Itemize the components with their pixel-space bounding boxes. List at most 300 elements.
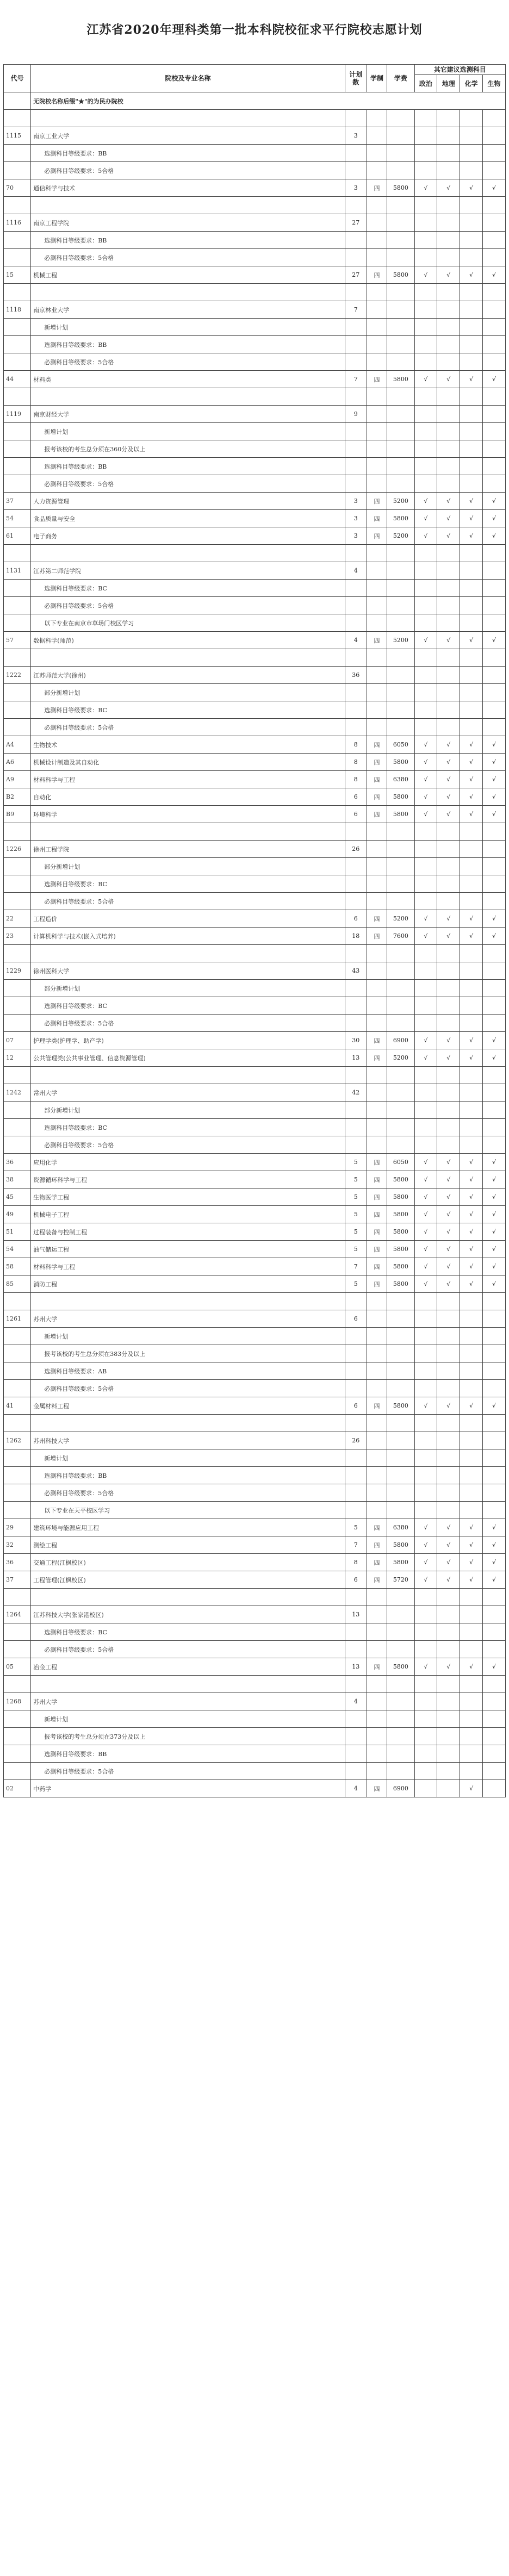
row-subject-geography-check: √ [437, 1536, 460, 1554]
row-system [367, 649, 387, 667]
row-system [367, 1293, 387, 1310]
row-subject-biology-check [483, 319, 506, 336]
row-code: 54 [4, 1241, 31, 1258]
row-subject-biology-check: √ [483, 1571, 506, 1589]
table-row [4, 1606, 506, 1623]
row-subject-politics-check [414, 893, 437, 910]
row-code [4, 162, 31, 179]
row-name: 机械电子工程 [31, 1206, 345, 1223]
row-subject-chemistry-check: √ [460, 928, 483, 945]
row-name: 新增计划 [31, 423, 345, 440]
row-subject-biology-check: √ [483, 1241, 506, 1258]
row-subject-politics-check: √ [414, 754, 437, 771]
row-fee [387, 841, 414, 858]
row-count: 5 [345, 1171, 367, 1189]
row-code [4, 614, 31, 632]
row-count [345, 1710, 367, 1728]
row-fee: 5200 [387, 1049, 414, 1067]
row-system [367, 701, 387, 719]
row-code [4, 1415, 31, 1432]
row-count: 7 [345, 1536, 367, 1554]
row-subject-politics-check [414, 110, 437, 127]
row-subject-biology-check [483, 145, 506, 162]
row-count: 5 [345, 1223, 367, 1241]
row-subject-geography-check: √ [437, 806, 460, 823]
row-subject-politics-check: √ [414, 1171, 437, 1189]
row-subject-politics-check: √ [414, 1275, 437, 1293]
row-subject-geography-check [437, 1084, 460, 1102]
row-system [367, 823, 387, 841]
row-subject-chemistry-check [460, 649, 483, 667]
row-subject-chemistry-check: √ [460, 788, 483, 806]
row-code [4, 875, 31, 893]
table-row [4, 614, 506, 632]
row-subject-geography-check [437, 701, 460, 719]
row-subject-biology-check [483, 1415, 506, 1432]
row-subject-biology-check [483, 667, 506, 684]
row-subject-geography-check: √ [437, 371, 460, 388]
row-subject-biology-check [483, 423, 506, 440]
row-subject-geography-check [437, 1623, 460, 1641]
row-fee [387, 214, 414, 232]
row-system [367, 597, 387, 614]
row-name [31, 945, 345, 962]
table-row [4, 1328, 506, 1345]
row-subject-chemistry-check [460, 249, 483, 266]
row-count [345, 580, 367, 597]
row-system: 四 [367, 1275, 387, 1293]
row-fee [387, 997, 414, 1015]
row-system [367, 875, 387, 893]
row-subject-chemistry-check [460, 1362, 483, 1380]
row-subject-chemistry-check: √ [460, 1189, 483, 1206]
row-fee [387, 823, 414, 841]
row-fee [387, 962, 414, 980]
row-code [4, 1763, 31, 1780]
row-code [4, 1641, 31, 1658]
row-name: 徐州工程学院 [31, 841, 345, 858]
row-subject-politics-check [414, 127, 437, 145]
row-name [31, 197, 345, 214]
row-code: A6 [4, 754, 31, 771]
row-count: 13 [345, 1658, 367, 1676]
row-name: 生物医学工程 [31, 1189, 345, 1206]
row-code: 1264 [4, 1606, 31, 1623]
table-row [4, 1658, 506, 1676]
row-name: 常州大学 [31, 1084, 345, 1102]
row-subject-chemistry-check [460, 423, 483, 440]
row-count: 3 [345, 179, 367, 197]
row-subject-geography-check [437, 1345, 460, 1362]
row-subject-biology-check [483, 336, 506, 353]
table-row [4, 1397, 506, 1415]
row-subject-politics-check: √ [414, 1189, 437, 1206]
row-name: 工程造价 [31, 910, 345, 928]
row-subject-politics-check [414, 1484, 437, 1502]
row-subject-geography-check: √ [437, 1258, 460, 1275]
row-subject-politics-check [414, 458, 437, 475]
row-code [4, 1745, 31, 1763]
row-name [31, 1676, 345, 1693]
row-system [367, 284, 387, 301]
row-count [345, 353, 367, 371]
row-name [31, 1293, 345, 1310]
row-subject-politics-check [414, 1084, 437, 1102]
row-subject-chemistry-check [460, 1693, 483, 1710]
row-code [4, 475, 31, 493]
row-fee [387, 162, 414, 179]
note-text: 无院校名称后缀"★"的为民办院校 [31, 92, 506, 110]
row-code [4, 1362, 31, 1380]
table-row [4, 458, 506, 475]
row-system: 四 [367, 266, 387, 284]
row-subject-chemistry-check [460, 284, 483, 301]
table-row [4, 197, 506, 214]
row-subject-politics-check [414, 858, 437, 875]
row-name: 人力资源管理 [31, 493, 345, 510]
row-subject-biology-check [483, 1693, 506, 1710]
row-code: 07 [4, 1032, 31, 1049]
row-system [367, 1415, 387, 1432]
table-row [4, 893, 506, 910]
row-subject-politics-check [414, 719, 437, 736]
row-subject-politics-check [414, 1380, 437, 1397]
row-fee [387, 1293, 414, 1310]
row-code: 1116 [4, 214, 31, 232]
row-subject-chemistry-check: √ [460, 1275, 483, 1293]
row-fee [387, 1415, 414, 1432]
row-name: 南京工业大学 [31, 127, 345, 145]
row-subject-geography-check [437, 823, 460, 841]
row-system [367, 1380, 387, 1397]
row-count [345, 1763, 367, 1780]
row-subject-chemistry-check [460, 1380, 483, 1397]
table-row [4, 127, 506, 145]
row-subject-politics-check [414, 667, 437, 684]
row-code [4, 649, 31, 667]
row-subject-chemistry-check [460, 684, 483, 701]
table-row [4, 371, 506, 388]
row-code [4, 145, 31, 162]
row-subject-biology-check: √ [483, 928, 506, 945]
table-row [4, 997, 506, 1015]
row-subject-politics-check [414, 1728, 437, 1745]
row-subject-chemistry-check [460, 353, 483, 371]
row-fee [387, 197, 414, 214]
row-count: 42 [345, 1084, 367, 1102]
row-system [367, 145, 387, 162]
row-subject-chemistry-check: √ [460, 1780, 483, 1797]
row-subject-geography-check [437, 1606, 460, 1623]
row-subject-biology-check: √ [483, 371, 506, 388]
row-subject-geography-check: √ [437, 1397, 460, 1415]
row-code: 15 [4, 266, 31, 284]
row-count [345, 110, 367, 127]
table-row [4, 1362, 506, 1380]
row-count: 7 [345, 371, 367, 388]
row-subject-biology-check: √ [483, 1519, 506, 1536]
row-subject-biology-check [483, 580, 506, 597]
row-system [367, 1328, 387, 1345]
row-fee: 6380 [387, 1519, 414, 1536]
row-code: 23 [4, 928, 31, 945]
row-code [4, 353, 31, 371]
row-subject-chemistry-check: √ [460, 1241, 483, 1258]
table-row [4, 771, 506, 788]
row-subject-biology-check [483, 701, 506, 719]
table-row [4, 1641, 506, 1658]
row-subject-geography-check [437, 423, 460, 440]
row-subject-geography-check [437, 1502, 460, 1519]
row-system: 四 [367, 1241, 387, 1258]
row-code: 32 [4, 1536, 31, 1554]
row-fee [387, 1728, 414, 1745]
row-code [4, 249, 31, 266]
row-code [4, 284, 31, 301]
table-row [4, 962, 506, 980]
row-subject-biology-check [483, 1310, 506, 1328]
table-row [4, 1780, 506, 1797]
row-code [4, 1119, 31, 1136]
row-name: 必测科目等级要求：5合格 [31, 475, 345, 493]
row-system [367, 997, 387, 1015]
row-subject-biology-check [483, 684, 506, 701]
table-row [4, 980, 506, 997]
row-subject-biology-check [483, 719, 506, 736]
table-row [4, 1241, 506, 1258]
table-row [4, 806, 506, 823]
row-subject-politics-check [414, 1693, 437, 1710]
row-code: 58 [4, 1258, 31, 1275]
row-name: 计算机科学与技术(嵌入式培养) [31, 928, 345, 945]
row-count: 4 [345, 632, 367, 649]
row-system [367, 458, 387, 475]
row-name: 新增计划 [31, 319, 345, 336]
row-code: 1262 [4, 1432, 31, 1449]
header-subject-chemistry: 化学 [460, 75, 483, 92]
row-subject-biology-check [483, 997, 506, 1015]
row-name: 材料科学与工程 [31, 771, 345, 788]
row-subject-biology-check [483, 1380, 506, 1397]
row-system [367, 545, 387, 562]
row-system [367, 893, 387, 910]
row-subject-biology-check [483, 127, 506, 145]
row-subject-politics-check [414, 1362, 437, 1380]
row-subject-politics-check [414, 1136, 437, 1154]
row-code [4, 319, 31, 336]
row-code: 1118 [4, 301, 31, 319]
row-code: 22 [4, 910, 31, 928]
row-code: 36 [4, 1554, 31, 1571]
row-subject-politics-check [414, 1676, 437, 1693]
row-name: 部分新增计划 [31, 1102, 345, 1119]
row-code [4, 701, 31, 719]
row-system [367, 197, 387, 214]
row-subject-biology-check [483, 562, 506, 580]
table-row [4, 1728, 506, 1745]
row-fee [387, 1102, 414, 1119]
row-subject-chemistry-check: √ [460, 754, 483, 771]
table-row [4, 510, 506, 527]
row-subject-politics-check [414, 649, 437, 667]
row-name: 必测科目等级要求：5合格 [31, 1380, 345, 1397]
table-row [4, 266, 506, 284]
row-subject-geography-check [437, 1015, 460, 1032]
row-name: 选测科目等级要求：BB [31, 336, 345, 353]
table-row [4, 632, 506, 649]
row-fee: 5800 [387, 754, 414, 771]
row-subject-biology-check [483, 1484, 506, 1502]
row-subject-geography-check [437, 232, 460, 249]
row-fee: 5800 [387, 371, 414, 388]
row-subject-biology-check [483, 1745, 506, 1763]
row-subject-geography-check [437, 719, 460, 736]
row-subject-biology-check [483, 823, 506, 841]
row-fee: 5800 [387, 1554, 414, 1571]
row-subject-chemistry-check [460, 1415, 483, 1432]
row-subject-biology-check [483, 1362, 506, 1380]
row-system [367, 667, 387, 684]
row-subject-biology-check [483, 980, 506, 997]
row-count [345, 684, 367, 701]
row-subject-biology-check [483, 1763, 506, 1780]
row-count: 6 [345, 788, 367, 806]
row-fee: 5800 [387, 806, 414, 823]
row-subject-biology-check [483, 597, 506, 614]
row-name: 选测科目等级要求：BC [31, 701, 345, 719]
table-row [4, 284, 506, 301]
row-subject-geography-check [437, 1676, 460, 1693]
row-fee [387, 614, 414, 632]
row-code: 54 [4, 510, 31, 527]
row-count [345, 545, 367, 562]
row-subject-biology-check [483, 440, 506, 458]
row-count: 27 [345, 266, 367, 284]
row-code [4, 823, 31, 841]
row-count [345, 1676, 367, 1693]
row-count [345, 1745, 367, 1763]
row-name: 部分新增计划 [31, 684, 345, 701]
row-name: 油气储运工程 [31, 1241, 345, 1258]
row-subject-politics-check [414, 423, 437, 440]
row-subject-chemistry-check [460, 1763, 483, 1780]
row-subject-politics-check [414, 597, 437, 614]
row-code: B2 [4, 788, 31, 806]
table-row [4, 823, 506, 841]
row-subject-geography-check: √ [437, 1171, 460, 1189]
row-name: 新增计划 [31, 1449, 345, 1467]
row-subject-geography-check [437, 440, 460, 458]
row-subject-geography-check: √ [437, 632, 460, 649]
row-subject-geography-check [437, 1589, 460, 1606]
row-subject-biology-check: √ [483, 1032, 506, 1049]
row-subject-politics-check [414, 1763, 437, 1780]
row-code [4, 1502, 31, 1519]
row-code: 85 [4, 1275, 31, 1293]
row-subject-chemistry-check [460, 893, 483, 910]
row-count [345, 284, 367, 301]
row-subject-chemistry-check: √ [460, 1658, 483, 1676]
row-subject-chemistry-check: √ [460, 266, 483, 284]
row-count [345, 1484, 367, 1502]
row-system [367, 562, 387, 580]
row-code [4, 1676, 31, 1693]
row-subject-biology-check: √ [483, 1189, 506, 1206]
row-count: 5 [345, 1189, 367, 1206]
row-count [345, 1623, 367, 1641]
table-row [4, 440, 506, 458]
row-subject-geography-check [437, 684, 460, 701]
row-subject-chemistry-check [460, 1589, 483, 1606]
row-subject-biology-check: √ [483, 736, 506, 754]
row-system: 四 [367, 1397, 387, 1415]
row-system: 四 [367, 1171, 387, 1189]
table-row [4, 1502, 506, 1519]
row-count [345, 945, 367, 962]
row-system: 四 [367, 928, 387, 945]
row-name: 南京工程学院 [31, 214, 345, 232]
table-row [4, 1015, 506, 1032]
row-system [367, 1763, 387, 1780]
row-system [367, 1484, 387, 1502]
row-name: 机械设计制造及其自动化 [31, 754, 345, 771]
row-fee [387, 1328, 414, 1345]
table-row [4, 1084, 506, 1102]
row-subject-biology-check: √ [483, 1258, 506, 1275]
row-subject-geography-check [437, 858, 460, 875]
row-subject-politics-check [414, 1415, 437, 1432]
row-subject-geography-check [437, 1293, 460, 1310]
row-subject-geography-check: √ [437, 1275, 460, 1293]
table-row [4, 423, 506, 440]
row-code [4, 684, 31, 701]
row-name: 选测科目等级要求：BB [31, 145, 345, 162]
row-subject-politics-check: √ [414, 510, 437, 527]
row-code: 70 [4, 179, 31, 197]
row-subject-chemistry-check: √ [460, 1536, 483, 1554]
row-code: 37 [4, 493, 31, 510]
row-subject-politics-check [414, 440, 437, 458]
row-subject-biology-check: √ [483, 771, 506, 788]
table-row [4, 1206, 506, 1223]
row-subject-politics-check: √ [414, 1519, 437, 1536]
row-system: 四 [367, 1189, 387, 1206]
row-subject-chemistry-check [460, 614, 483, 632]
table-row [4, 1380, 506, 1397]
table-row [4, 406, 506, 423]
row-subject-chemistry-check [460, 301, 483, 319]
row-subject-biology-check: √ [483, 1536, 506, 1554]
row-code [4, 423, 31, 440]
row-subject-biology-check: √ [483, 266, 506, 284]
row-subject-chemistry-check: √ [460, 1171, 483, 1189]
row-fee [387, 580, 414, 597]
row-code [4, 545, 31, 562]
row-system [367, 1641, 387, 1658]
row-name [31, 388, 345, 406]
row-count [345, 1641, 367, 1658]
row-subject-biology-check [483, 545, 506, 562]
table-row [4, 1171, 506, 1189]
row-count: 26 [345, 841, 367, 858]
table-row [4, 319, 506, 336]
row-subject-geography-check [437, 1693, 460, 1710]
row-code [4, 980, 31, 997]
row-count [345, 249, 367, 266]
row-name [31, 1589, 345, 1606]
row-subject-geography-check: √ [437, 510, 460, 527]
row-code: 1242 [4, 1084, 31, 1102]
